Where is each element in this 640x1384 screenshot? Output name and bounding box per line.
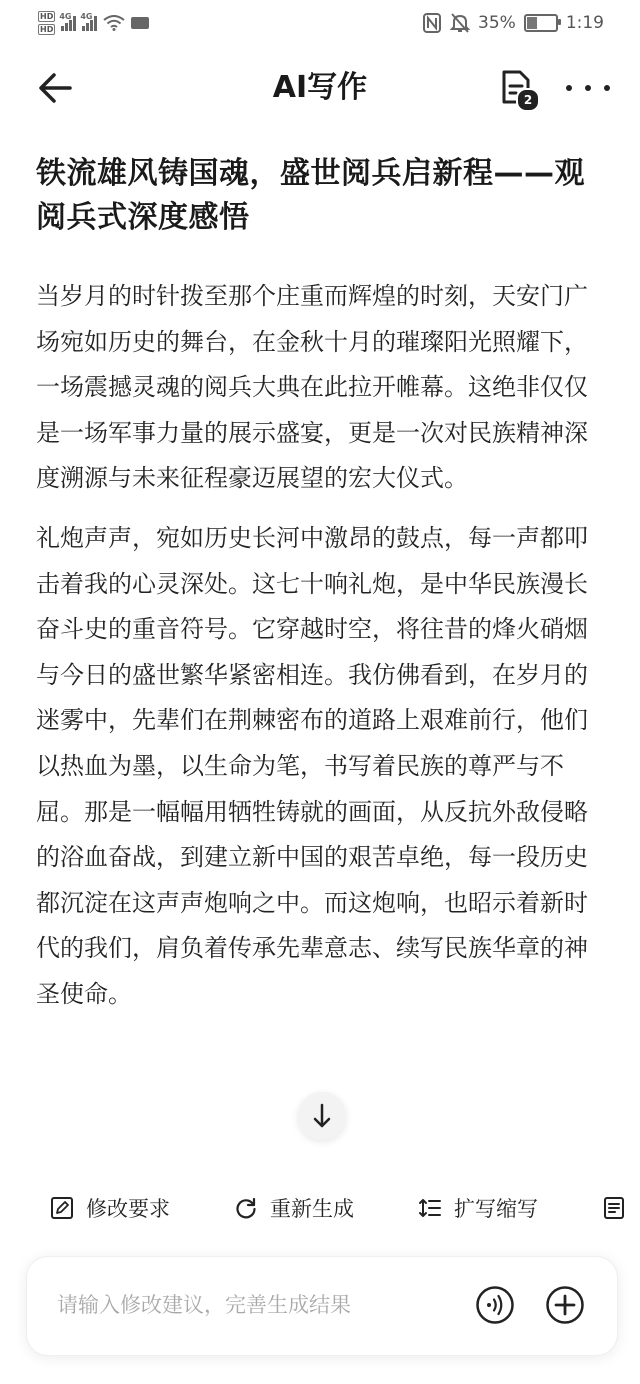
signal-icon-1 bbox=[59, 12, 76, 31]
app-header bbox=[0, 54, 640, 122]
suggestion-input-bar[interactable] bbox=[26, 1256, 618, 1356]
status-bar bbox=[0, 0, 640, 44]
regenerate-label: 重新生成 bbox=[270, 1197, 354, 1221]
clock: 1:19 bbox=[565, 13, 604, 33]
document-count-badge: 2 bbox=[516, 88, 540, 112]
modify-button[interactable] bbox=[50, 1188, 170, 1228]
voice-icon[interactable] bbox=[475, 1285, 515, 1325]
expand-shrink-label: 扩写缩写 bbox=[454, 1197, 538, 1221]
article-paragraph-1: 当岁月的时针拨至那个庄重而辉煌的时刻，天安门广场宛如历史的舞台，在金秋十月的璀璨阳光照耀下，一场震撼灵魂的阅兵大典在此拉开帷幕。这绝非仅仅是一场军事力量的展示盛宴，更是一次对民族精神深度溯源与未来征程豪迈展望的宏大仪式。 bbox=[36, 282, 588, 493]
camera-icon bbox=[131, 17, 149, 29]
signal-label-1: 4G bbox=[59, 12, 72, 21]
article-content bbox=[36, 152, 608, 1162]
scroll-down-button[interactable] bbox=[298, 1092, 346, 1140]
page-title: AI写作 bbox=[272, 70, 368, 105]
more-icon[interactable] bbox=[566, 72, 610, 104]
signal-icon-2 bbox=[80, 12, 97, 31]
battery-fill bbox=[527, 17, 538, 29]
mute-icon bbox=[450, 12, 470, 34]
hd-label-2: HD bbox=[40, 25, 54, 34]
document-button[interactable] bbox=[496, 66, 542, 110]
wifi-icon bbox=[103, 15, 125, 31]
expand-shrink-button[interactable] bbox=[418, 1188, 538, 1228]
more-tools-button[interactable] bbox=[602, 1188, 626, 1228]
regenerate-button[interactable] bbox=[234, 1188, 354, 1228]
plus-icon[interactable] bbox=[545, 1285, 585, 1325]
edit-icon bbox=[50, 1196, 74, 1220]
status-left bbox=[38, 6, 149, 40]
hd-indicator bbox=[38, 11, 55, 35]
action-toolbar bbox=[0, 1184, 640, 1232]
suggestion-input[interactable]: 请输入修改建议，完善生成结果 bbox=[57, 1293, 351, 1317]
article-title: 铁流雄风铸国魂，盛世阅兵启新程——观阅兵式深度感悟 bbox=[36, 156, 585, 235]
more-doc-icon bbox=[602, 1196, 626, 1220]
article-paragraph-2: 礼炮声声，宛如历史长河中激昂的鼓点，每一声都叩击着我的心灵深处。这七十响礼炮，是中华民族漫长奋斗史的重音符号。它穿越时空，将往昔的烽火硝烟与今日的盛世繁华紧密相连。我仿佛看到，在岁月的迷雾中，先辈们在荆棘密布的道路上艰难前行，他们以热血为墨，以生命为笔，书写着民族的尊严与不屈。那是一幅幅用牺牲铸就的画面，从反抗外敌侵略的浴血奋战，到建立新中国的艰苦卓绝，每一段历史都沉淀在这声声炮响之中。而这炮响，也昭示着新时代的我们，肩负着传承先辈意志、续写民族华章的神圣使命。 bbox=[36, 523, 588, 1008]
signal-label-2: 4G bbox=[80, 12, 93, 21]
hd-label-1: HD bbox=[40, 12, 54, 21]
battery-percent: 35% bbox=[478, 13, 516, 33]
refresh-icon bbox=[234, 1196, 258, 1220]
nfc-icon bbox=[422, 12, 442, 34]
modify-label: 修改要求 bbox=[86, 1197, 170, 1221]
arrow-down-icon bbox=[298, 1092, 346, 1140]
battery-icon bbox=[524, 14, 558, 32]
expand-shrink-icon bbox=[418, 1196, 442, 1220]
status-right bbox=[422, 8, 604, 38]
